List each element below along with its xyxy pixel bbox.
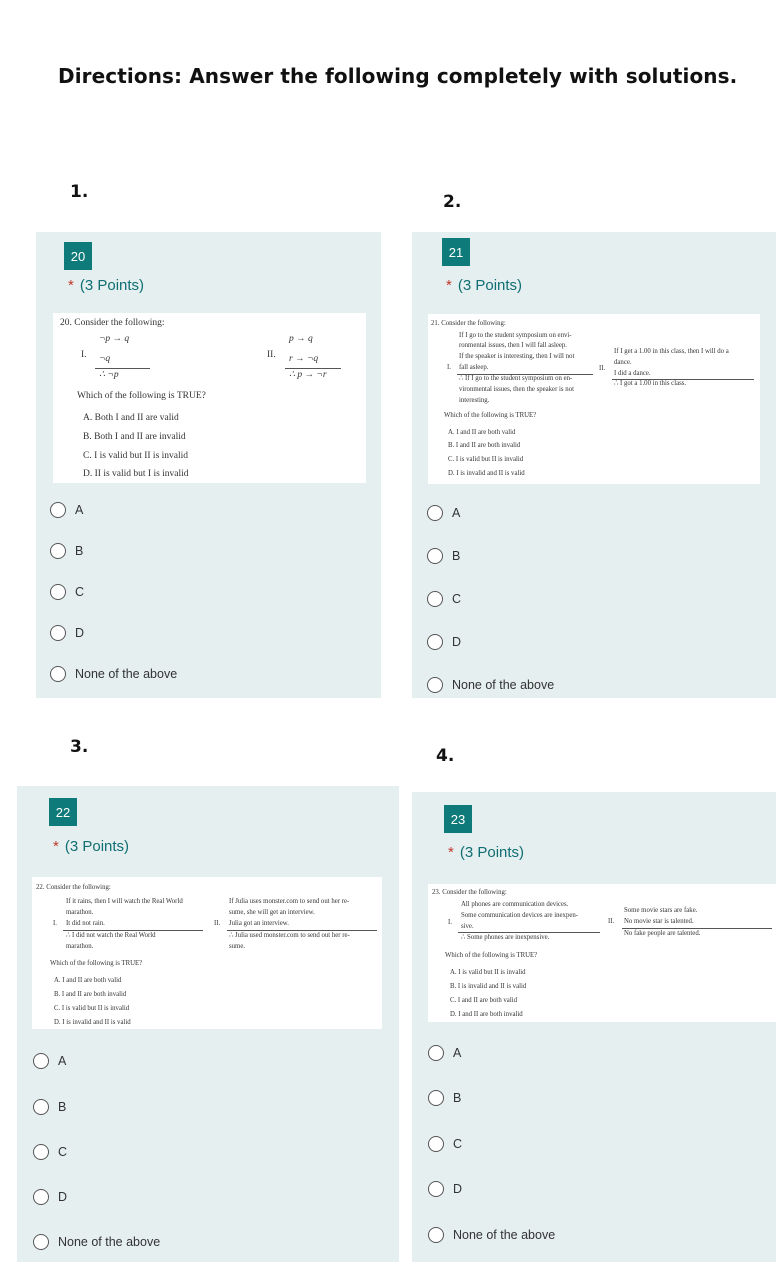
option-b[interactable]: B	[427, 548, 460, 564]
question-image	[428, 884, 776, 1022]
option-none[interactable]: None of the above	[33, 1234, 160, 1250]
radio-icon[interactable]	[33, 1053, 49, 1069]
radio-icon[interactable]	[50, 584, 66, 600]
premise: Some communication devices are inexpen-	[461, 912, 579, 919]
option-a[interactable]: A	[50, 502, 83, 518]
question-badge: 23	[444, 805, 472, 833]
conclusion: No fake people are talented.	[624, 930, 701, 937]
points-label: * (3 Points)	[448, 844, 525, 861]
choice-text: D. II is valid but I is invalid	[83, 469, 189, 479]
question-prompt: Which of the following is TRUE?	[50, 960, 143, 967]
question-card	[36, 232, 381, 698]
option-a[interactable]: A	[428, 1045, 461, 1061]
question-badge: 22	[49, 798, 77, 826]
argument-label: I.	[53, 920, 57, 927]
conclusion: marathon.	[66, 943, 94, 950]
option-c[interactable]: C	[50, 584, 84, 600]
conclusion: ∴ ¬p	[99, 370, 119, 380]
option-c[interactable]: C	[428, 1136, 462, 1152]
choice-text: C. I is valid but II is invalid	[54, 1005, 130, 1012]
radio-icon[interactable]	[427, 591, 443, 607]
radio-icon[interactable]	[50, 502, 66, 518]
question-number: 3.	[70, 737, 89, 757]
option-none[interactable]: None of the above	[427, 677, 554, 693]
question-prompt: Which of the following is TRUE?	[444, 412, 537, 419]
choice-text: A. Both I and II are valid	[83, 413, 179, 423]
choice-text: B. Both I and II are invalid	[83, 432, 186, 442]
premise: r → ¬q	[289, 354, 319, 364]
option-a[interactable]: A	[33, 1053, 66, 1069]
premise: All phones are communication devices.	[461, 901, 569, 908]
premise: I did a dance.	[614, 370, 651, 377]
radio-icon[interactable]	[428, 1090, 444, 1106]
points-label: * (3 Points)	[446, 277, 523, 294]
argument-label: II.	[214, 920, 221, 927]
option-d[interactable]: D	[33, 1189, 67, 1205]
argument-label: II.	[267, 350, 276, 360]
question-number: 2.	[443, 192, 462, 212]
question-number: 4.	[436, 746, 455, 766]
choice-text: B. I and II are both invalid	[54, 991, 127, 998]
conclusion: vironmental issues, then the speaker is not	[459, 386, 574, 393]
choice-text: B. I is invalid and II is valid	[450, 983, 527, 990]
premise: dance.	[614, 359, 632, 366]
radio-icon[interactable]	[428, 1136, 444, 1152]
question-image	[428, 314, 760, 484]
option-c[interactable]: C	[33, 1144, 67, 1160]
conclusion: ∴ I did not watch the Real World	[66, 932, 156, 939]
choice-text: A. I is valid but II is invalid	[450, 969, 526, 976]
question-intro: 21. Consider the following:	[431, 320, 506, 327]
radio-icon[interactable]	[427, 677, 443, 693]
choice-text: A. I and II are both valid	[54, 977, 122, 984]
choice-text: C. I is valid but II is invalid	[83, 451, 189, 461]
radio-icon[interactable]	[428, 1227, 444, 1243]
premise: Julia got an interview.	[229, 920, 289, 927]
option-b[interactable]: B	[33, 1099, 66, 1115]
question-image	[32, 877, 382, 1029]
question-card	[412, 792, 776, 1262]
radio-icon[interactable]	[50, 625, 66, 641]
option-a[interactable]: A	[427, 505, 460, 521]
option-c[interactable]: C	[427, 591, 461, 607]
question-card	[17, 786, 399, 1262]
choice-text: B. I and II are both invalid	[448, 442, 521, 449]
option-none[interactable]: None of the above	[428, 1227, 555, 1243]
conclusion: interesting.	[459, 397, 490, 404]
choice-text: D. I is invalid and II is valid	[448, 470, 525, 477]
radio-icon[interactable]	[428, 1045, 444, 1061]
premise: It did not rain.	[66, 920, 105, 927]
choice-text: C. I is valid but II is invalid	[448, 456, 524, 463]
option-d[interactable]: D	[428, 1181, 462, 1197]
question-intro: 20. Consider the following:	[60, 318, 165, 328]
question-intro: 23. Consider the following:	[432, 889, 507, 896]
points-label: * (3 Points)	[53, 838, 130, 855]
premise: sume, she will get an interview.	[229, 909, 315, 916]
question-intro: 22. Consider the following:	[36, 884, 111, 891]
directions-heading: Directions: Answer the following completely with solutions.	[58, 64, 738, 88]
premise: If I get a 1.00 in this class, then I will do a	[614, 348, 729, 355]
radio-icon[interactable]	[427, 505, 443, 521]
conclusion: ∴ Some phones are inexpensive.	[461, 934, 550, 941]
premise: If it rains, then I will watch the Real World	[66, 898, 183, 905]
conclusion: ∴ p → ¬r	[289, 370, 327, 380]
radio-icon[interactable]	[33, 1234, 49, 1250]
choice-text: D. I is invalid and II is valid	[54, 1019, 131, 1026]
premise: If I go to the student symposium on envi-	[459, 332, 572, 339]
premise: fall asleep.	[459, 364, 489, 371]
premise: p → q	[289, 334, 313, 344]
option-none[interactable]: None of the above	[50, 666, 177, 682]
premise: ronmental issues, then I will fall asleep.	[459, 342, 567, 349]
radio-icon[interactable]	[427, 548, 443, 564]
radio-icon[interactable]	[428, 1181, 444, 1197]
question-prompt: Which of the following is TRUE?	[445, 952, 538, 959]
premise: sive.	[461, 923, 474, 930]
option-b[interactable]: B	[50, 543, 83, 559]
radio-icon[interactable]	[50, 666, 66, 682]
choice-text: A. I and II are both valid	[448, 429, 516, 436]
argument-label: II.	[599, 365, 606, 372]
conclusion: sume.	[229, 943, 246, 950]
premise: No movie star is talented.	[624, 918, 694, 925]
radio-icon[interactable]	[427, 634, 443, 650]
premise: If the speaker is interesting, then I will not	[459, 353, 575, 360]
premise: marathon.	[66, 909, 94, 916]
radio-icon[interactable]	[33, 1099, 49, 1115]
argument-label: I.	[447, 364, 451, 371]
premise: ¬p → q	[99, 334, 130, 344]
question-badge: 20	[64, 242, 92, 270]
choice-text: D. I and II are both invalid	[450, 1011, 523, 1018]
premise: ¬q	[99, 354, 111, 364]
points-label: * (3 Points)	[68, 277, 145, 294]
premise: If Julia uses monster.com to send out her re-	[229, 898, 350, 905]
conclusion: ∴ I got a 1.00 in this class.	[614, 380, 687, 387]
question-badge: 21	[442, 238, 470, 266]
option-d[interactable]: D	[427, 634, 461, 650]
radio-icon[interactable]	[33, 1144, 49, 1160]
question-card	[412, 232, 776, 698]
question-image	[53, 313, 366, 483]
question-prompt: Which of the following is TRUE?	[77, 391, 206, 401]
argument-label: II.	[608, 918, 615, 925]
radio-icon[interactable]	[50, 543, 66, 559]
conclusion: ∴ Julia used monster.com to send out her re-	[229, 932, 350, 939]
option-d[interactable]: D	[50, 625, 84, 641]
radio-icon[interactable]	[33, 1189, 49, 1205]
conclusion: ∴ If I go to the student symposium on en-	[459, 375, 573, 382]
argument-label: I.	[448, 919, 452, 926]
option-b[interactable]: B	[428, 1090, 461, 1106]
argument-label: I.	[81, 350, 87, 360]
choice-text: C. I and II are both valid	[450, 997, 518, 1004]
question-number: 1.	[70, 182, 89, 202]
premise: Some movie stars are fake.	[624, 907, 698, 914]
